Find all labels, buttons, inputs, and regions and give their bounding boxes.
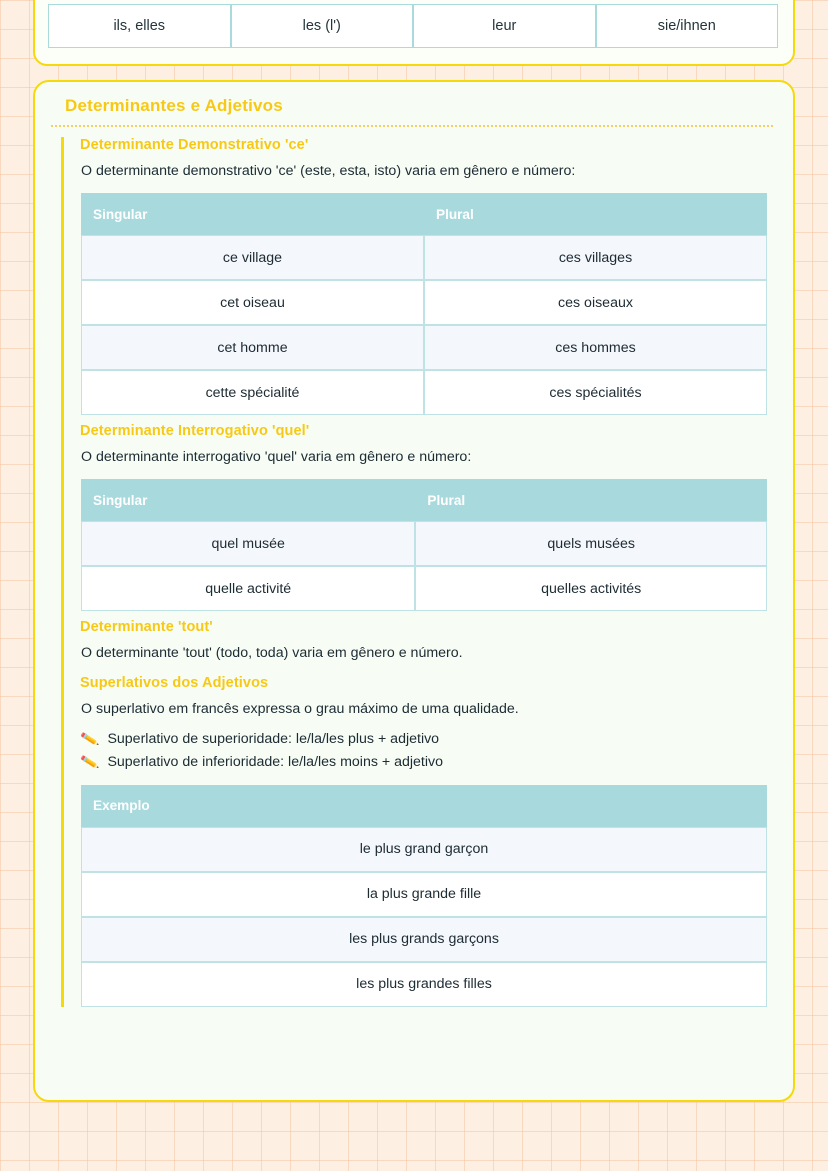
table-row <box>81 370 767 415</box>
page-title: Determinantes e Adjetivos <box>51 96 773 127</box>
list-item <box>81 731 773 748</box>
table-cell: la plus grande fille <box>81 872 767 917</box>
table-cell: ces oiseaux <box>424 280 767 325</box>
table-cell: quel musée <box>81 521 415 566</box>
table-cell: sie/ihnen <box>596 4 779 48</box>
table-cell: les plus grands garçons <box>81 917 767 962</box>
table-cell: cet homme <box>81 325 424 370</box>
column-header-plural: Plural <box>424 193 767 235</box>
table-cell: les (l') <box>231 4 414 48</box>
table-cell: quels musées <box>415 521 767 566</box>
table-row <box>48 4 778 48</box>
table-cell: le plus grand garçon <box>81 827 767 872</box>
table-header-row <box>81 785 767 827</box>
section-paragraph-interrogative: O determinante interrogativo 'quel' varia em gênero e número: <box>81 449 472 465</box>
determinants-adjectives-card <box>33 80 795 1102</box>
table-row <box>81 235 767 280</box>
section-heading-superlatives: Superlativos dos Adjetivos <box>80 675 269 691</box>
table-cell: ces spécialités <box>424 370 767 415</box>
superlative-examples-table <box>81 785 767 1007</box>
card-content <box>61 137 773 1007</box>
pencil-icon: ✏️ <box>79 752 100 772</box>
table-cell: quelle activité <box>81 566 415 611</box>
table-cell: quelles activités <box>415 566 767 611</box>
section-paragraph-tout: O determinante 'tout' (todo, toda) varia em gênero e número. <box>81 645 463 661</box>
table-row <box>81 827 767 872</box>
table-row <box>81 917 767 962</box>
table-row <box>81 521 767 566</box>
table-cell: ils, elles <box>48 4 231 48</box>
column-header-example: Exemplo <box>81 785 767 827</box>
interrogative-table <box>81 479 767 611</box>
section-heading-interrogative: Determinante Interrogativo 'quel' <box>80 423 310 439</box>
table-cell: les plus grandes filles <box>81 962 767 1007</box>
table-cell: cet oiseau <box>81 280 424 325</box>
column-header-singular: Singular <box>81 193 424 235</box>
table-header-row <box>81 479 767 521</box>
table-header-row <box>81 193 767 235</box>
table-cell: ce village <box>81 235 424 280</box>
table-cell: ces hommes <box>424 325 767 370</box>
section-paragraph-demonstrative: O determinante demonstrativo 'ce' (este, esta, isto) varia em gênero e número: <box>81 163 576 179</box>
table-row <box>81 962 767 1007</box>
table-row <box>81 325 767 370</box>
pronoun-table <box>48 4 778 48</box>
table-cell: ces villages <box>424 235 767 280</box>
section-heading-demonstrative: Determinante Demonstrativo 'ce' <box>80 137 309 153</box>
column-header-plural: Plural <box>415 479 767 521</box>
demonstrative-table <box>81 193 767 415</box>
table-row <box>81 280 767 325</box>
list-item-label: Superlativo de inferioridade: le/la/les moins + adjetivo <box>107 753 444 770</box>
section-paragraph-superlatives: O superlativo em francês expressa o grau máximo de uma qualidade. <box>81 701 519 717</box>
pencil-icon: ✏️ <box>79 729 100 749</box>
list-item-label: Superlativo de superioridade: le/la/les plus + adjetivo <box>107 731 440 747</box>
list-item <box>81 754 773 771</box>
table-row <box>81 872 767 917</box>
section-heading-tout: Determinante 'tout' <box>80 619 213 635</box>
column-header-singular: Singular <box>81 479 415 521</box>
table-row <box>81 566 767 611</box>
table-cell: leur <box>413 4 596 48</box>
table-cell: cette spécialité <box>81 370 424 415</box>
